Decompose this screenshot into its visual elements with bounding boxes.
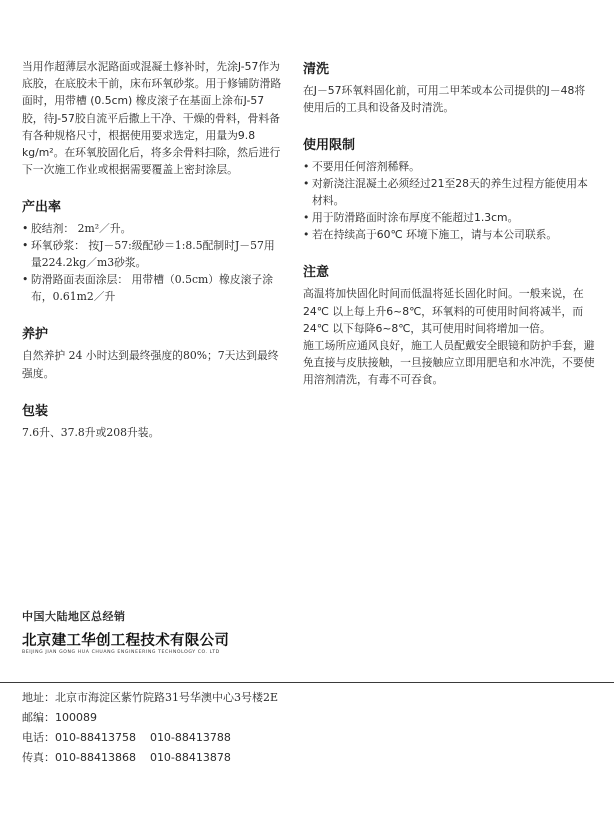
cleaning-section [303, 58, 595, 116]
distributor-label: 中国大陆地区总经销 [22, 610, 126, 623]
intro-paragraph: 当用作超薄层水泥路面或混凝土修补时，先涂J-57作为底胶，在底胶未干前，床布环氧砂浆。用于修铺防滑路面时，用带槽 (0.5cm) 橡皮滚子在基面上涂布J-57胶，待J-57胶自流平后撒上干净、干燥的骨料，骨料备有各种规格尺寸，根据使用要求选定，用量为9.8 kg/m²。在环氧胶固化后，将多余骨料扫除，然后进行下一次施工作业或根据需要覆盖上密封涂层。 [22, 60, 282, 177]
cleaning-text: 在J－57环氧料固化前，可用二甲苯或本公司提供的J－48将使用后的工具和设备及时清洗。 [303, 84, 586, 115]
phone-value: 010-88413758 010-88413788 [55, 731, 231, 744]
fax-row [22, 748, 582, 768]
limits-item-curing: • 对新浇注混凝土必须经过21至28天的养生过程方能使用本材料。 [303, 175, 595, 209]
yield-list [22, 220, 284, 305]
left-column [22, 58, 284, 459]
company-name-en: BEIJING JIAN GONG HUA CHUANG ENGINEERING TECHNOLOGY CO. LTD [22, 650, 220, 655]
postcode-label: 邮编： [22, 711, 55, 724]
postcode-row [22, 708, 582, 728]
address-value: 北京市海淀区紫竹院路31号华澳中心3号楼2E [55, 691, 279, 704]
yield-item-binder: • 胶结剂： 2m²／升。 [22, 220, 284, 237]
contact-block [22, 688, 582, 768]
notes-section [303, 261, 595, 388]
limits-item-thickness: • 用于防滑路面时涂布厚度不能超过1.3cm。 [303, 209, 595, 226]
packaging-text: 7.6升、37.8升或208升装。 [22, 425, 160, 439]
limits-item-temperature: • 若在持续高于60℃ 环境下施工，请与本公司联系。 [303, 226, 595, 243]
limits-item-dilution: • 不要用任何溶剂稀释。 [303, 158, 595, 175]
fax-value: 010-88413868 010-88413878 [55, 751, 231, 764]
notes-heading: 注意 [303, 265, 330, 281]
limits-section [303, 134, 595, 243]
yield-section [22, 196, 284, 305]
fax-label: 传真： [22, 751, 55, 764]
postcode-value: 100089 [55, 711, 97, 724]
phone-label: 电话： [22, 731, 55, 744]
yield-heading: 产出率 [22, 200, 62, 216]
yield-item-mortar: • 环氧砂浆： 按J－57:级配砂＝1:8.5配制时J－57用量224.2kg／m3砂浆。 [22, 237, 284, 271]
curing-heading: 养护 [22, 327, 49, 343]
packaging-heading: 包装 [22, 403, 49, 419]
curing-text: 自然养护 24 小时达到最终强度的80%；7天达到最终强度。 [22, 349, 279, 380]
address-row [22, 688, 582, 708]
curing-section [22, 323, 284, 381]
packaging-section [22, 400, 284, 441]
address-label: 地址： [22, 691, 55, 704]
footer-divider [0, 682, 614, 683]
phone-row [22, 728, 582, 748]
notes-paragraph-temperature: 高温将加快固化时间而低温将延长固化时间。一般来说，在24℃ 以上每上升6~8℃，环氧料的可使用时间将减半，而24℃ 以下每降6~8℃，其可使用时间将增加一倍。 [303, 287, 584, 335]
notes-paragraph-safety: 施工场所应通风良好，施工人员配戴安全眼镜和防护手套，避免直接与皮肤接触，一旦接触应立即用肥皂和水冲洗，不要使用溶剂清洗，有毒不可吞食。 [303, 339, 595, 387]
right-column [303, 58, 595, 407]
limits-heading: 使用限制 [303, 138, 356, 154]
cleaning-heading: 清洗 [303, 62, 330, 77]
yield-item-coating: • 防滑路面表面涂层： 用带槽（0.5cm）橡皮滚子涂布，0.61m2／升 [22, 271, 284, 305]
company-name-cn: 北京建工华创工程技术有限公司 [22, 633, 230, 649]
limits-list [303, 158, 595, 243]
